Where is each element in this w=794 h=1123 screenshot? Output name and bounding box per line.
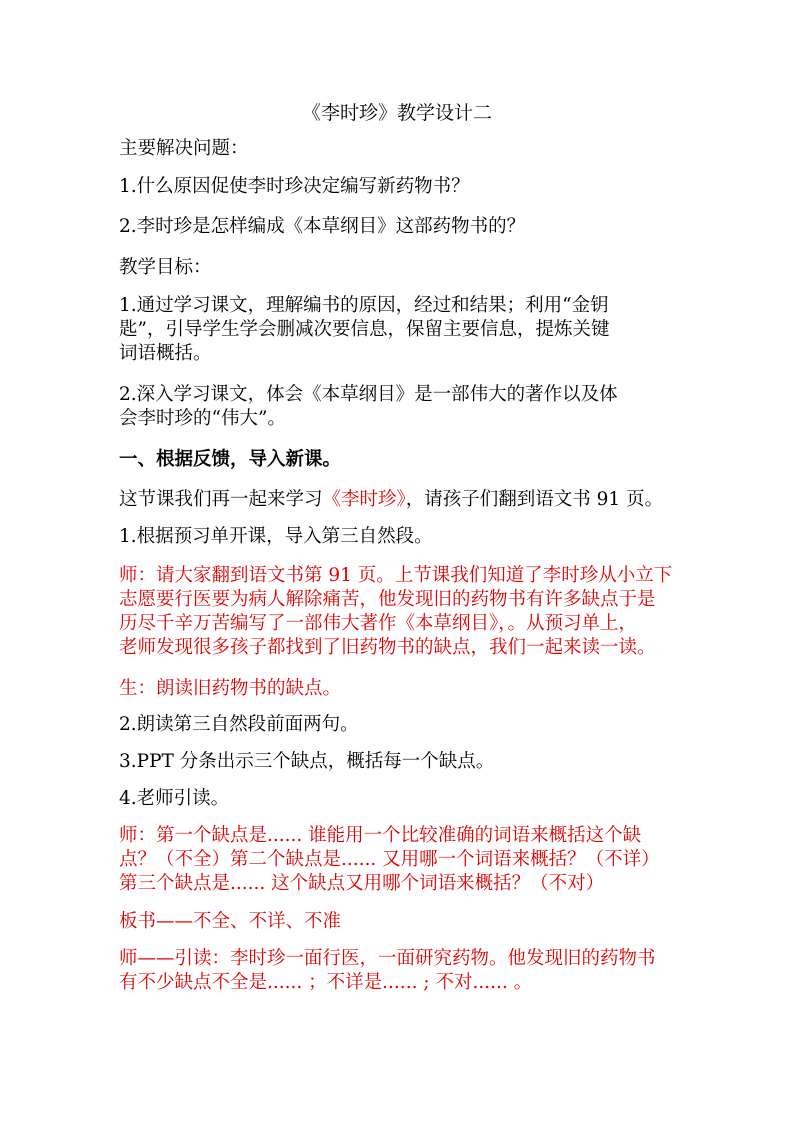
problem-1: 1.什么原因促使李时珍决定编写新药物书？ [119,176,470,197]
problem-2: 2.李时珍是怎样编成《本草纲目》这部药物书的？ [119,216,526,237]
intro-lesson-title: 《李时珍》 [322,489,406,510]
step-2: 2.朗读第三自然段前面两句。 [119,714,359,735]
teacher-dialogue-line: 有不少缺点不全是...... ；不详是...... ; 不对...... 。 [119,972,533,993]
intro-paragraph [119,488,679,512]
teacher-dialogue-line: 师：请大家翻到语文书第 91 页。上节课我们知道了李时珍从小立下 [119,565,673,586]
teacher-dialogue-3 [119,947,679,995]
goal-2 [119,383,679,431]
teacher-dialogue-1 [119,564,679,660]
goal-1-line: 匙”，引导学生学会删减次要信息，保留主要信息，提炼关键 [119,319,610,340]
section-1-heading: 一、根据反馈，导入新课。 [119,449,342,470]
intro-prefix: 这节课我们再一起来学习 [119,489,323,510]
teacher-dialogue-line: 师——引读：李时珍一面行医，一面研究药物。他发现旧的药物书 [119,948,656,969]
teacher-dialogue-line: 老师发现很多孩子都找到了旧药物书的缺点，我们一起来读一读。 [119,637,656,658]
goal-1-line: 1.通过学习课文，理解编书的原因，经过和结果；利用“金钥 [119,295,609,316]
problems-heading: 主要解决问题： [119,138,249,159]
step-1: 1.根据预习单开课，导入第三自然段。 [119,526,433,547]
board-writing: 板书——不全、不详、不准 [119,911,342,932]
student-dialogue-1: 生：朗读旧药物书的缺点。 [119,678,342,699]
goal-1-line: 词语概括。 [119,343,212,364]
teacher-dialogue-line: 第三个缺点是...... 这个缺点又用哪个词语来概括？（不对） [119,873,605,894]
step-4: 4.老师引读。 [119,788,230,809]
step-3: 3.PPT 分条出示三个缺点，概括每一个缺点。 [119,751,495,772]
document-title: 《李时珍》教学设计二 [301,102,492,124]
teacher-dialogue-line: 点？（不全）第二个缺点是...... 又用哪一个词语来概括？（不详） [119,849,660,870]
goal-2-line: 2.深入学习课文，体会《本草纲目》是一部伟大的著作以及体 [119,384,618,405]
teacher-dialogue-2 [119,824,679,896]
teacher-dialogue-line: 志愿要行医要为病人解除痛苦，他发现旧的药物书有许多缺点于是 [119,589,656,610]
intro-suffix: ，请孩子们翻到语文书 91 页。 [405,489,664,510]
goals-heading: 教学目标： [119,257,212,278]
teacher-dialogue-line: 师：第一个缺点是...... 谁能用一个比较准确的词语来概括这个缺 [119,825,642,846]
goal-2-line: 会李时珍的“伟大”。 [119,408,286,429]
goal-1 [119,294,679,366]
teacher-dialogue-line: 历尽千辛万苦编写了一部伟大著作《本草纲目》，。从预习单上， [119,613,638,634]
